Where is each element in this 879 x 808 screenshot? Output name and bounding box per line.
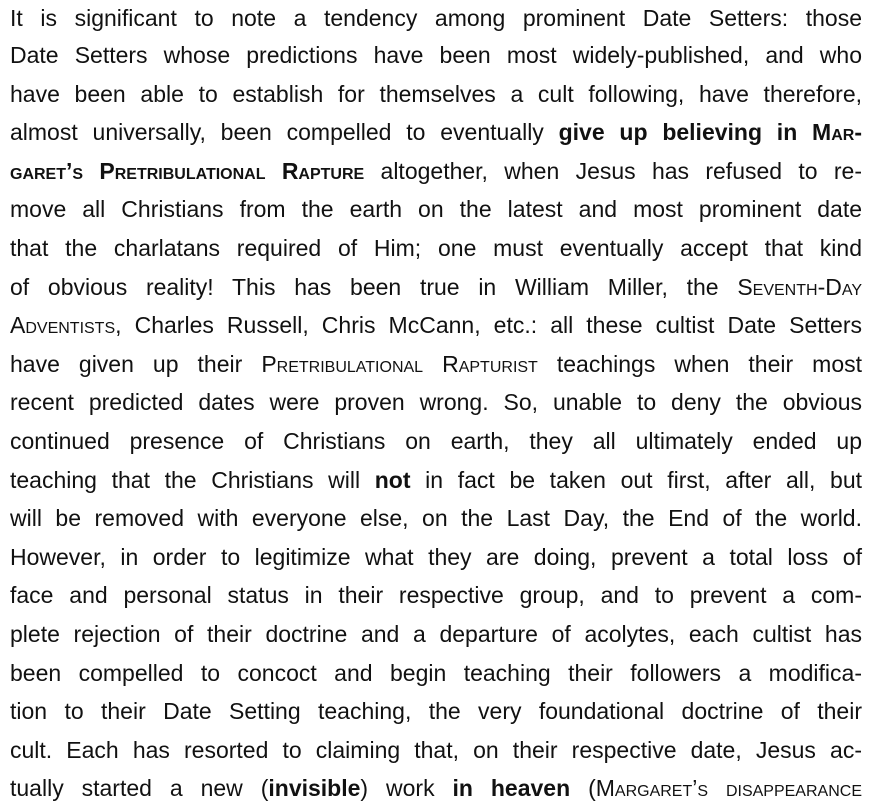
text-span: in fact be taken out first, after all, but	[410, 466, 862, 493]
bold-text: not	[374, 466, 411, 493]
text-span: tually started a new (	[10, 775, 269, 802]
text-line	[10, 306, 862, 345]
text-span: have given up their	[10, 350, 262, 377]
text-span: teachings when their most	[537, 350, 863, 377]
text-span: move all Christians from the earth on the latest and most prominent date	[10, 196, 862, 223]
text-line	[10, 36, 862, 75]
text-span: (	[570, 775, 596, 802]
text-span: It is significant to note a tendency among prominent Date Setters: those	[10, 5, 862, 31]
text-span: tion to their Date Setting teaching, the very foundational doctrine of their	[10, 698, 862, 725]
text-line	[10, 576, 862, 615]
text-span: However, in order to legitimize what they are doing, prevent a total loss of	[10, 543, 862, 570]
text-line	[10, 538, 862, 577]
document-body	[10, 0, 862, 808]
text-line	[10, 0, 862, 36]
text-span: almost universally, been compelled to eventually	[10, 119, 559, 146]
small-caps-text: Pretribulational Rapturist	[261, 350, 538, 377]
paragraph	[10, 0, 862, 808]
text-line	[10, 692, 862, 731]
text-span: have been able to establish for themselves a cult following, have therefore,	[10, 80, 862, 107]
text-span: will be removed with everyone else, on the Last Day, the End of the world.	[10, 505, 862, 532]
text-line	[10, 654, 862, 693]
text-span: of obvious reality! This has been true in William Miller, the	[10, 273, 738, 300]
text-line	[10, 383, 862, 422]
text-span: ) work	[360, 775, 453, 802]
text-line	[10, 615, 862, 654]
text-line	[10, 113, 862, 152]
text-span: Date Setters whose predictions have been most widely-published, and who	[10, 42, 862, 68]
bold-text: invisible	[268, 775, 361, 802]
bold-text: in heaven	[452, 775, 571, 802]
text-line	[10, 461, 862, 500]
text-line	[10, 268, 862, 307]
text-span: that the charlatans required of Him; one must eventually accept that kind	[10, 234, 862, 261]
text-span: plete rejection of their doctrine and a departure of acolytes, each cultist has	[10, 620, 862, 647]
bold-text: garet’s Pretribulational Rapture	[10, 157, 365, 184]
text-line	[10, 190, 862, 229]
text-span: cult. Each has resorted to claiming that, on their respective date, Jesus ac-	[10, 736, 862, 763]
small-caps-text: Adventists	[10, 312, 116, 339]
text-span: , Charles Russell, Chris McCann, etc.: all these cultist Date Setters	[115, 312, 862, 339]
text-span: continued presence of Christians on earth, they all ultimately ended up	[10, 427, 862, 454]
bold-text: give up believing in	[558, 119, 813, 146]
text-span: teaching that the Christians will	[10, 466, 375, 493]
text-span: recent predicted dates were proven wrong. So, unable to deny the obvious	[10, 389, 862, 416]
text-span: face and personal status in their respective group, and to prevent a com-	[10, 582, 862, 609]
text-line	[10, 345, 862, 384]
text-line	[10, 731, 862, 770]
text-span: altogether, when Jesus has refused to re-	[364, 157, 862, 184]
text-line	[10, 152, 862, 191]
text-line	[10, 769, 862, 808]
text-line	[10, 422, 862, 461]
text-span: been compelled to concoct and begin teaching their followers a modifica-	[10, 659, 862, 686]
bold-text: Mar-	[812, 119, 862, 146]
text-line	[10, 499, 862, 538]
small-caps-text: Margaret’s disappearance	[595, 775, 862, 802]
text-line	[10, 229, 862, 268]
text-line	[10, 75, 862, 114]
small-caps-text: Seventh-Day	[737, 273, 862, 300]
